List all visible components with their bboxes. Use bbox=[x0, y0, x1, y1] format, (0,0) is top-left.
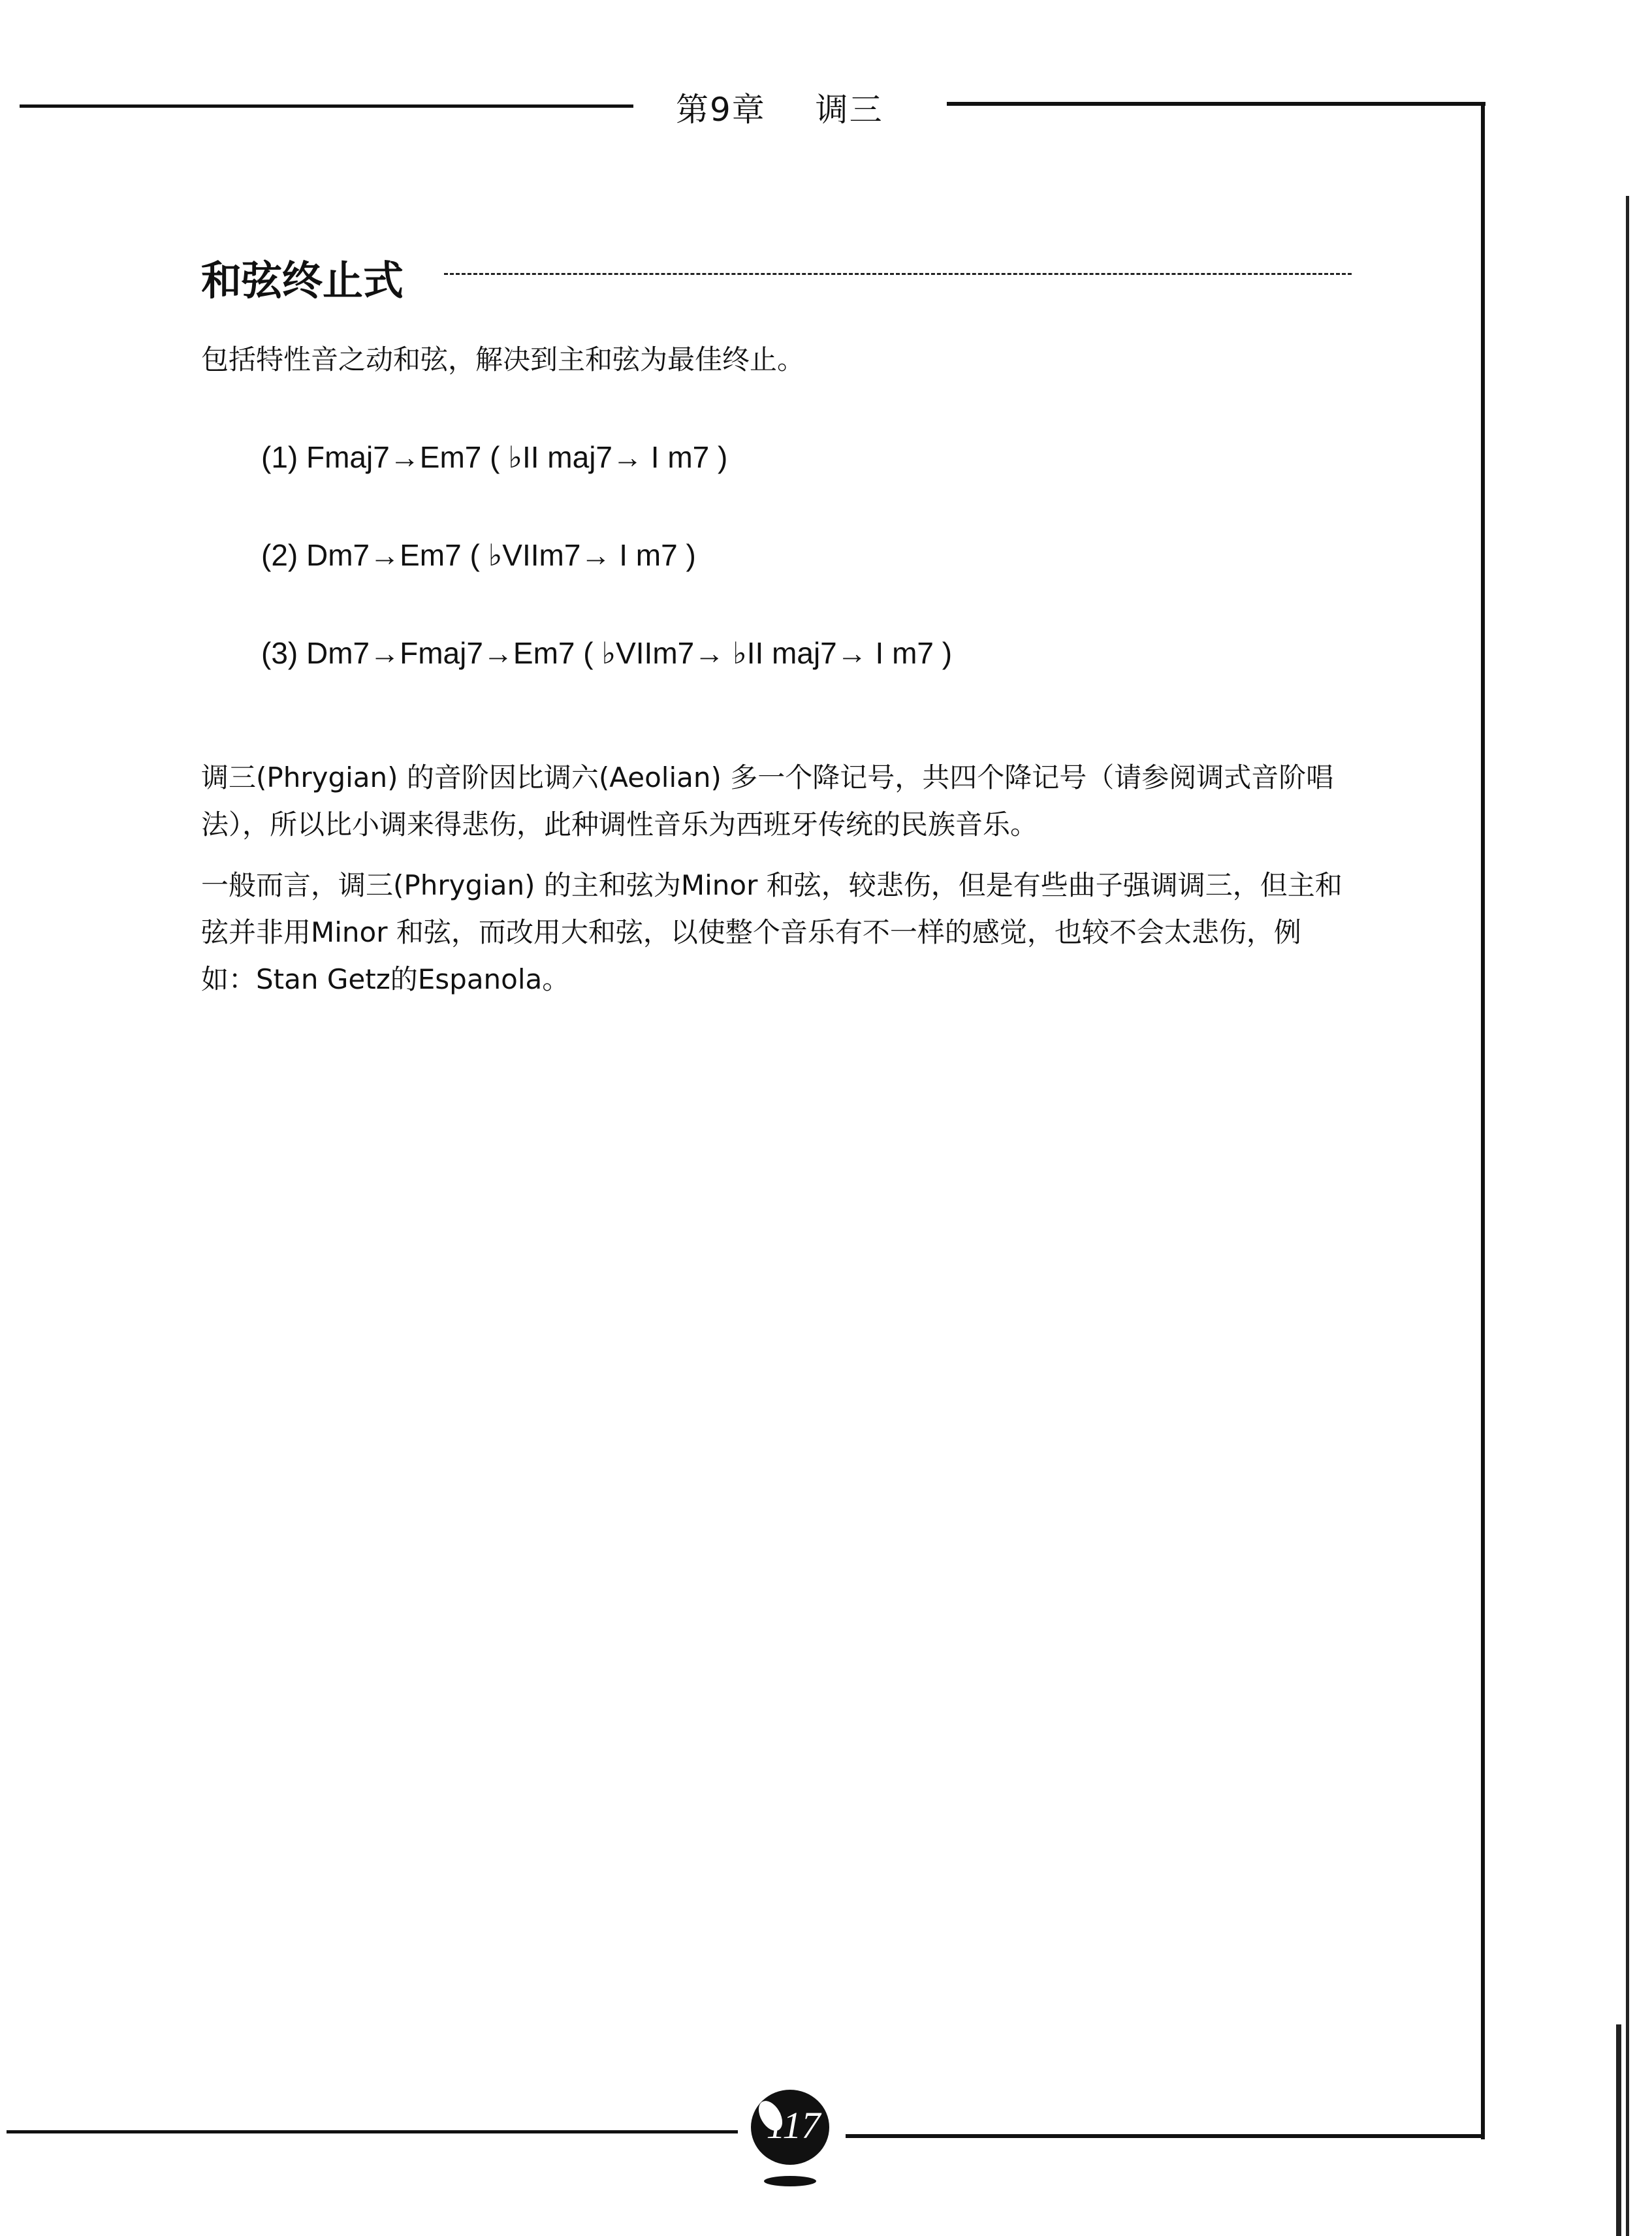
header-rule-left bbox=[20, 104, 633, 108]
chapter-label: 第9章 bbox=[676, 91, 766, 129]
page-number: 117 bbox=[766, 2104, 821, 2147]
section-title-dashed-rule bbox=[444, 273, 1352, 275]
intro-paragraph: 包括特性音之动和弦，解决到主和弦为最佳终止。 bbox=[201, 343, 805, 375]
right-frame-line bbox=[1481, 102, 1485, 2139]
cadence-item-3: (3) Dm7→Fmaj7→Em7 ( ♭VIIm7→ ♭II maj7→ I m7 ) bbox=[261, 636, 953, 670]
footer-rule-left bbox=[7, 2130, 738, 2133]
badge-shadow bbox=[764, 2176, 816, 2186]
page-header bbox=[676, 84, 924, 136]
cadence-item-1: (1) Fmaj7→Em7 ( ♭II maj7→ I m7 ) bbox=[261, 440, 728, 474]
phrygian-paragraph-2: 一般而言，调三(Phrygian) 的主和弦为Minor 和弦，较悲伤，但是有些曲子强调调三，但主和弦并非用Minor 和弦，而改用大和弦，以使整个音乐有不一样的感觉，也较不会太悲伤，例如：Stan Getz的Espanola。 bbox=[201, 869, 1342, 995]
footer-rule-right bbox=[846, 2134, 1484, 2138]
chapter-title: 调三 bbox=[815, 91, 883, 129]
header-rule-right bbox=[947, 102, 1485, 106]
phrygian-paragraph-1: 调三(Phrygian) 的音阶因比调六(Aeolian) 多一个降记号，共四个降记号（请参阅调式音阶唱法），所以比小调来得悲伤，此种调性音乐为西班牙传统的民族音乐。 bbox=[201, 761, 1334, 840]
book-edge-line bbox=[1626, 196, 1629, 2236]
cadence-item-2: (2) Dm7→Em7 ( ♭VIIm7→ I m7 ) bbox=[261, 538, 696, 572]
section-title: 和弦终止式 bbox=[201, 257, 404, 304]
book-edge-line-bottom bbox=[1616, 2024, 1621, 2236]
